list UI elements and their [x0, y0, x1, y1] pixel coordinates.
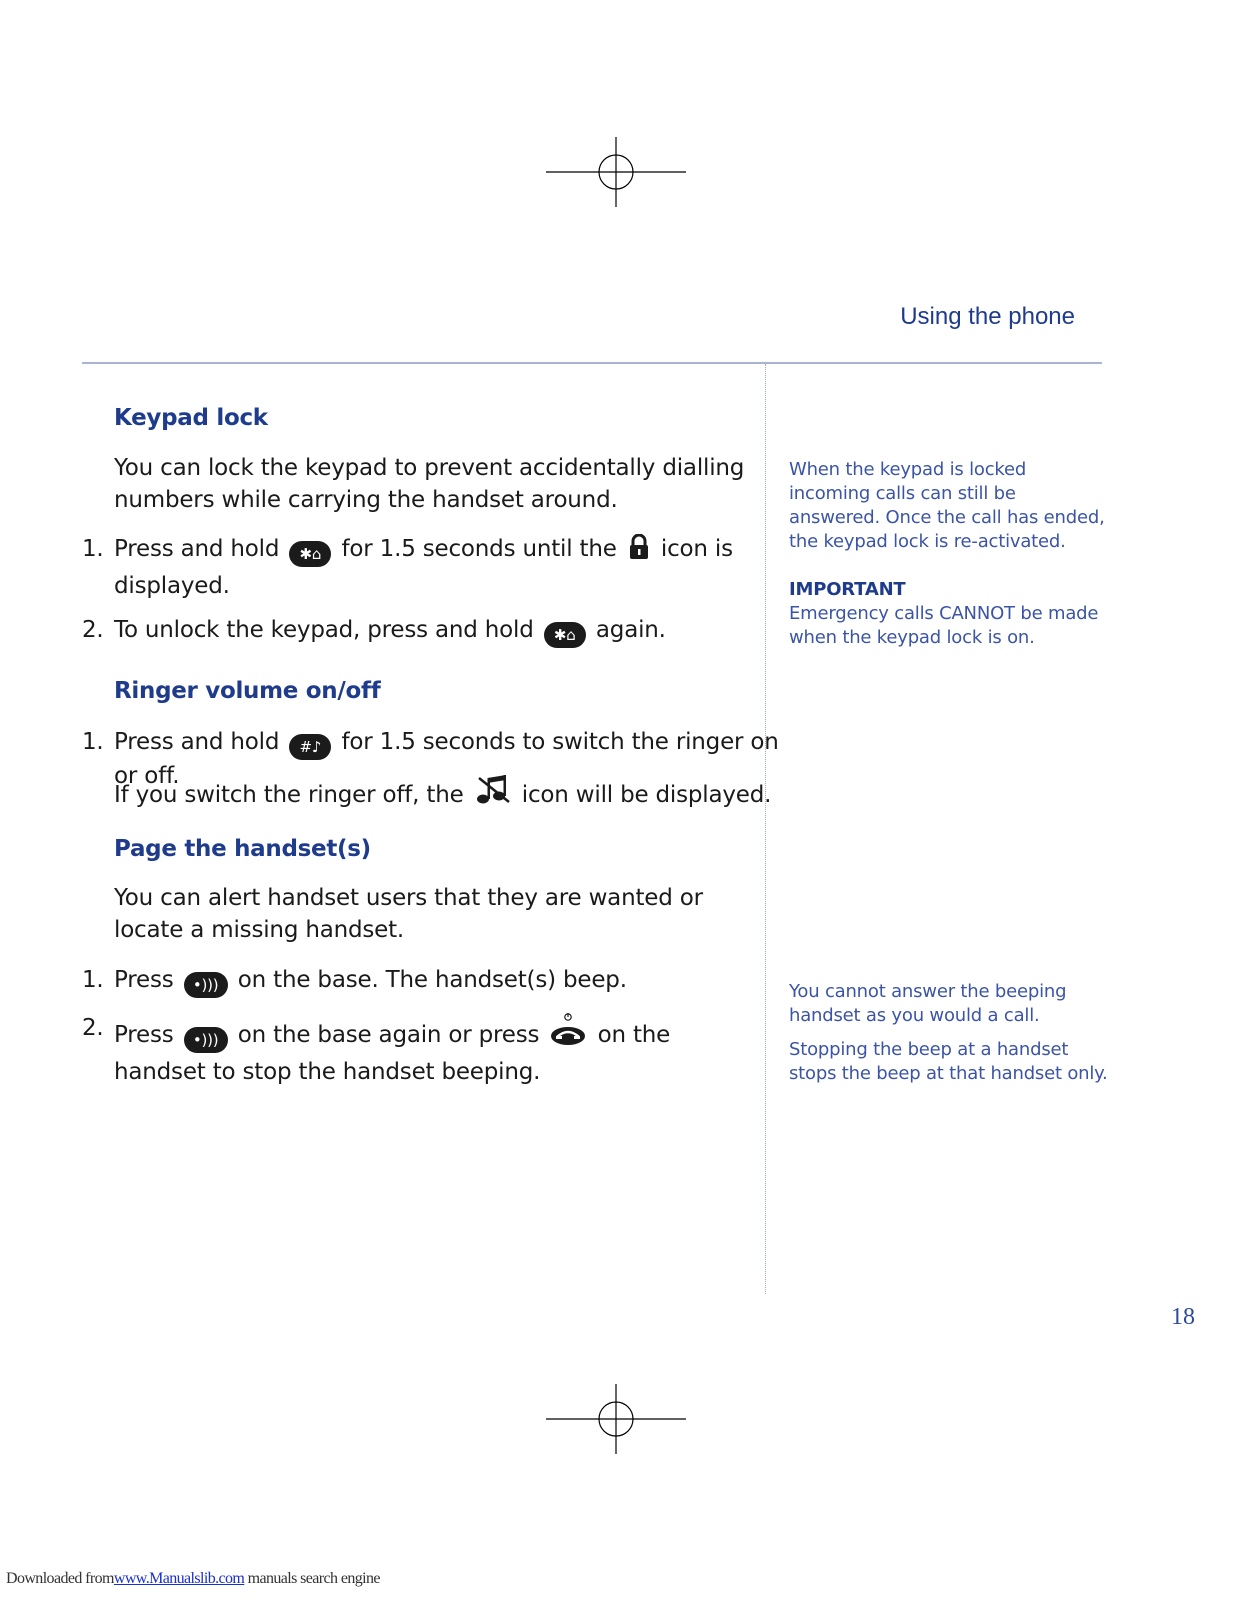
- step-text: for 1.5 seconds until the: [341, 536, 617, 562]
- download-footer: [6, 1570, 380, 1588]
- step-number: 1.: [82, 967, 104, 993]
- paging-intro: You can alert handset users that they are wanted or locate a missing handset.: [114, 885, 703, 943]
- step-text: To unlock the keypad, press and hold: [114, 617, 534, 643]
- step-text: Press and hold: [114, 536, 280, 562]
- step-text: Press: [114, 967, 174, 993]
- keypad-lock-intro: You can lock the keypad to prevent accidentally dialling numbers while carrying the handset around.: [114, 455, 745, 513]
- paging-sidebar-note-1: You cannot answer the beeping handset as you would a call.: [789, 981, 1067, 1026]
- note-text: icon will be displayed.: [521, 782, 772, 808]
- footer-suffix: manuals search engine: [247, 1570, 380, 1587]
- important-label: IMPORTANT: [789, 579, 906, 600]
- ringer-off-icon: [475, 774, 511, 815]
- keypad-lock-step-2: [82, 614, 762, 648]
- paging-step-2: [82, 1012, 722, 1089]
- paging-step-1: [82, 964, 762, 998]
- step-text: again.: [595, 617, 666, 643]
- step-number: 2.: [82, 1015, 104, 1041]
- crop-mark-top: [546, 137, 686, 207]
- step-text: on the base again or press: [237, 1022, 540, 1048]
- hash-key-icon: #♪: [289, 734, 331, 760]
- keypad-lock-heading: Keypad lock: [114, 405, 268, 431]
- page-key-icon: •))): [184, 972, 228, 998]
- footer-prefix: Downloaded from: [6, 1570, 114, 1587]
- page-number: 18: [1171, 1304, 1195, 1330]
- page-key-icon: •))): [184, 1027, 228, 1053]
- manualslib-link[interactable]: www.Manualslib.com: [113, 1570, 245, 1587]
- crosshair-icon: [546, 137, 686, 207]
- step-text: icon is displayed.: [114, 536, 733, 599]
- step-text: on the base. The handset(s) beep.: [237, 967, 627, 993]
- header-rule: [82, 362, 1102, 364]
- column-divider: [765, 364, 766, 1294]
- star-key-icon: ✱⌂: [289, 541, 331, 567]
- padlock-icon: [628, 534, 650, 570]
- step-text: Press: [114, 1022, 174, 1048]
- ringer-note: [114, 774, 774, 815]
- important-text: Emergency calls CANNOT be made when the keypad lock is on.: [789, 603, 1099, 648]
- important-block: [789, 578, 1109, 650]
- crop-mark-bottom: [546, 1384, 686, 1454]
- step-text: for 1.5 seconds to switch the ringer on or off.: [114, 729, 779, 789]
- paging-sidebar-note-2: Stopping the beep at a handset stops the beep at that handset only.: [789, 1039, 1108, 1084]
- end-call-icon: [550, 1012, 586, 1056]
- keypad-lock-sidebar-note: When the keypad is locked incoming calls can still be answered. Once the call has ended, the keypad lock is re-activated.: [789, 459, 1105, 552]
- note-text: If you switch the ringer off, the: [114, 782, 464, 808]
- ringer-heading: Ringer volume on/off: [114, 678, 381, 704]
- section-title: Using the phone: [900, 303, 1075, 330]
- step-text: Press and hold: [114, 729, 280, 755]
- paging-heading: Page the handset(s): [114, 836, 371, 862]
- star-key-icon: ✱⌂: [544, 622, 586, 648]
- step-number: 2.: [82, 617, 104, 643]
- keypad-lock-step-1: [82, 533, 762, 603]
- step-number: 1.: [82, 729, 104, 755]
- crosshair-icon: [546, 1384, 686, 1454]
- step-number: 1.: [82, 536, 104, 562]
- step-text: on the handset to stop the handset beeping.: [114, 1022, 671, 1085]
